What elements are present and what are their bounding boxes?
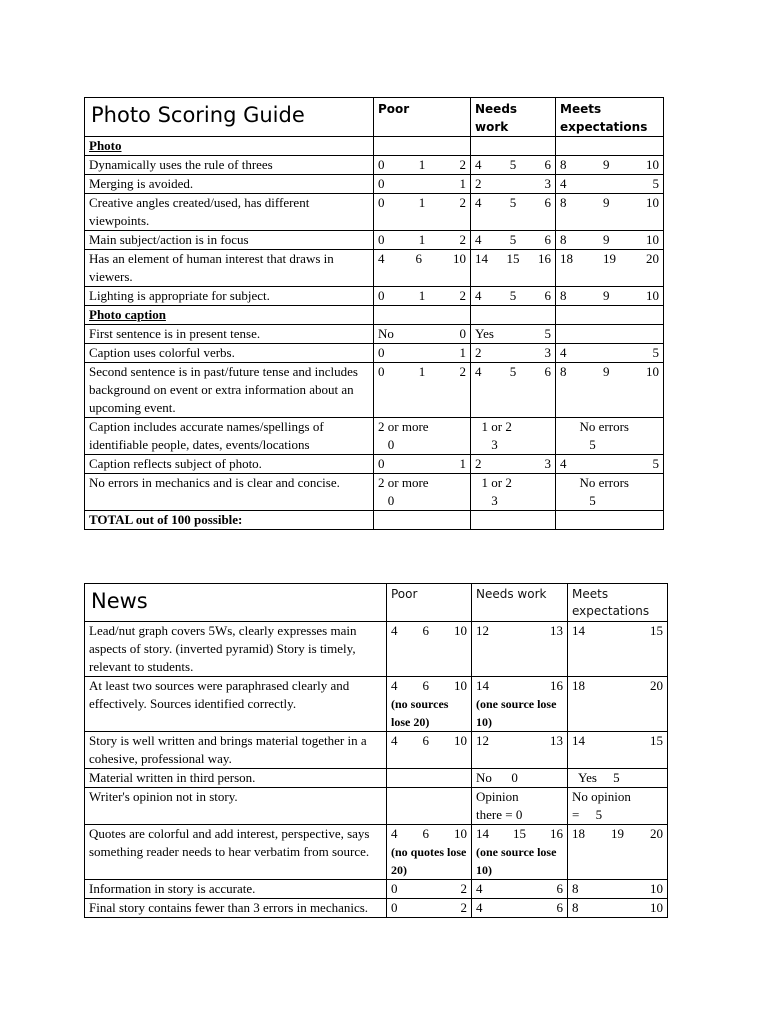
score-values bbox=[378, 287, 466, 305]
photo-rows bbox=[85, 156, 664, 306]
score-values bbox=[476, 622, 563, 640]
table-row bbox=[85, 287, 664, 306]
score-value: 6 bbox=[544, 288, 551, 303]
score-value: 9 bbox=[603, 288, 610, 303]
score-value: 4 bbox=[560, 345, 567, 360]
header-poor: Poor bbox=[374, 98, 471, 137]
poor-score bbox=[374, 344, 471, 363]
score-text: No errors 5 bbox=[579, 475, 629, 508]
criterion: First sentence is in present tense. bbox=[85, 325, 374, 344]
score-values bbox=[378, 231, 466, 249]
score-value: 1 bbox=[459, 456, 466, 471]
table-row bbox=[85, 474, 664, 511]
score-values bbox=[378, 175, 466, 193]
score-value: 0 bbox=[378, 232, 385, 247]
score-values bbox=[476, 732, 563, 750]
score-value: 10 bbox=[650, 900, 663, 915]
score-value: 6 bbox=[415, 251, 422, 266]
score-value: 18 bbox=[560, 251, 573, 266]
score-value: 6 bbox=[544, 232, 551, 247]
criterion: Caption uses colorful verbs. bbox=[85, 344, 374, 363]
section-photo: Photo bbox=[85, 137, 374, 156]
score-value: 1 bbox=[418, 157, 426, 172]
score-value: 4 bbox=[391, 826, 398, 841]
score-value: 15 bbox=[513, 826, 526, 841]
score-value: 8 bbox=[560, 288, 567, 303]
needs-work-score bbox=[472, 622, 568, 677]
score-values bbox=[378, 194, 466, 212]
total-label: TOTAL out of 100 possible: bbox=[85, 511, 374, 530]
score-value: 14 bbox=[476, 678, 489, 693]
score-value: 1 bbox=[418, 195, 426, 210]
score-value: No bbox=[378, 326, 394, 341]
score-value: 2 bbox=[475, 345, 482, 360]
needs-work-score bbox=[471, 231, 556, 250]
score-value: 4 bbox=[391, 623, 398, 638]
poor-score bbox=[374, 474, 471, 511]
score-value: 10 bbox=[454, 678, 467, 693]
score-value: 5 bbox=[509, 288, 517, 303]
score-values bbox=[572, 732, 663, 750]
score-value: 12 bbox=[476, 623, 489, 638]
needs-work-score bbox=[471, 455, 556, 474]
needs-work-score bbox=[471, 194, 556, 231]
news-title: News bbox=[85, 584, 387, 622]
meets-score bbox=[556, 474, 664, 511]
score-value: 6 bbox=[544, 157, 551, 172]
meets-score bbox=[556, 250, 664, 287]
score-values bbox=[378, 455, 466, 473]
criterion: Merging is avoided. bbox=[85, 175, 374, 194]
criterion: Quotes are colorful and add interest, perspective, says something reader needs to hear verbatim from source. bbox=[85, 825, 387, 880]
table-row bbox=[85, 622, 668, 677]
score-values bbox=[476, 825, 563, 843]
poor-score bbox=[374, 363, 471, 418]
score-value: 8 bbox=[560, 195, 567, 210]
score-values bbox=[391, 677, 467, 695]
score-values bbox=[560, 344, 659, 362]
score-value: 4 bbox=[560, 456, 567, 471]
score-value: 9 bbox=[603, 364, 610, 379]
score-values bbox=[572, 622, 663, 640]
criterion: Final story contains fewer than 3 errors in mechanics. bbox=[85, 899, 387, 918]
score-value: 14 bbox=[476, 826, 489, 841]
score-value: 10 bbox=[454, 733, 467, 748]
score-values bbox=[391, 825, 467, 843]
score-values bbox=[560, 175, 659, 193]
score-value: 19 bbox=[603, 251, 616, 266]
poor-score bbox=[374, 175, 471, 194]
criterion: Writer's opinion not in story. bbox=[85, 788, 387, 825]
score-value: 10 bbox=[646, 195, 659, 210]
score-values bbox=[476, 880, 563, 898]
criterion: At least two sources were paraphrased clearly and effectively. Sources identified correctly. bbox=[85, 677, 387, 732]
photo-title: Photo Scoring Guide bbox=[85, 98, 374, 137]
score-values bbox=[475, 287, 551, 305]
score-value: 8 bbox=[560, 364, 567, 379]
poor-score bbox=[374, 250, 471, 287]
criterion: Caption reflects subject of photo. bbox=[85, 455, 374, 474]
score-value: 0 bbox=[391, 900, 398, 915]
meets-score bbox=[568, 899, 668, 918]
score-value: 6 bbox=[422, 678, 429, 693]
score-value: 2 bbox=[460, 881, 467, 896]
score-value: 20 bbox=[650, 826, 663, 841]
score-value: 20 bbox=[646, 251, 659, 266]
news-rows bbox=[85, 622, 668, 918]
poor-score bbox=[374, 455, 471, 474]
meets-score bbox=[556, 363, 664, 418]
score-values bbox=[560, 194, 659, 212]
score-value: 0 bbox=[378, 195, 385, 210]
score-value: 5 bbox=[652, 176, 659, 191]
score-values bbox=[378, 156, 466, 174]
meets-score bbox=[556, 344, 664, 363]
score-value: 6 bbox=[422, 733, 429, 748]
score-value: 2 bbox=[475, 456, 482, 471]
score-text: 1 or 2 3 bbox=[481, 419, 512, 452]
poor-score bbox=[387, 622, 472, 677]
score-value: 12 bbox=[476, 733, 489, 748]
score-value: 10 bbox=[454, 623, 467, 638]
score-value: 16 bbox=[550, 678, 563, 693]
photo-scoring-table bbox=[84, 97, 664, 530]
score-value: 4 bbox=[391, 733, 398, 748]
score-values bbox=[560, 363, 659, 381]
poor-score bbox=[387, 788, 472, 825]
table-row bbox=[85, 418, 664, 455]
table-row bbox=[85, 325, 664, 344]
score-value: 4 bbox=[475, 195, 482, 210]
score-values bbox=[391, 899, 467, 917]
score-value: 0 bbox=[378, 176, 385, 191]
score-value: 10 bbox=[650, 881, 663, 896]
score-values bbox=[378, 325, 466, 343]
score-values bbox=[560, 231, 659, 249]
score-value: 0 bbox=[378, 345, 385, 360]
needs-work-score bbox=[471, 325, 556, 344]
score-value: 4 bbox=[560, 176, 567, 191]
score-text: No opinion = 5 bbox=[572, 789, 631, 822]
meets-score bbox=[556, 231, 664, 250]
poor-score bbox=[387, 825, 472, 880]
criterion: Main subject/action is in focus bbox=[85, 231, 374, 250]
score-text: Yes 5 bbox=[572, 770, 620, 785]
score-value: 4 bbox=[476, 881, 483, 896]
criterion: Lighting is appropriate for subject. bbox=[85, 287, 374, 306]
score-value: 1 bbox=[459, 176, 466, 191]
news-header-needs-work: Needs work bbox=[472, 584, 568, 622]
score-values bbox=[378, 250, 466, 268]
meets-score bbox=[568, 825, 668, 880]
needs-work-score bbox=[472, 899, 568, 918]
meets-score bbox=[556, 455, 664, 474]
score-values bbox=[476, 899, 563, 917]
poor-score bbox=[374, 231, 471, 250]
score-value: 18 bbox=[572, 826, 585, 841]
score-values bbox=[475, 344, 551, 362]
score-value: 8 bbox=[572, 881, 579, 896]
score-value: 6 bbox=[556, 900, 563, 915]
score-value: 2 bbox=[459, 232, 466, 247]
meets-score bbox=[556, 287, 664, 306]
needs-work-score bbox=[471, 175, 556, 194]
score-value: 13 bbox=[550, 733, 563, 748]
meets-score bbox=[556, 418, 664, 455]
caption-rows bbox=[85, 325, 664, 511]
score-values bbox=[475, 250, 551, 268]
score-value: 1 bbox=[418, 288, 426, 303]
score-value: 6 bbox=[544, 195, 551, 210]
score-values bbox=[476, 677, 563, 695]
meets-score bbox=[556, 156, 664, 175]
criterion: Has an element of human interest that draws in viewers. bbox=[85, 250, 374, 287]
score-value: 2 bbox=[459, 157, 466, 172]
score-values bbox=[572, 880, 663, 898]
needs-work-score bbox=[472, 732, 568, 769]
news-header-poor: Poor bbox=[387, 584, 472, 622]
score-values bbox=[475, 325, 551, 343]
score-values bbox=[572, 677, 663, 695]
poor-score bbox=[374, 194, 471, 231]
meets-score bbox=[568, 622, 668, 677]
table-row bbox=[85, 231, 664, 250]
meets-score bbox=[556, 194, 664, 231]
table-row bbox=[85, 194, 664, 231]
score-value: 16 bbox=[550, 826, 563, 841]
score-value: 10 bbox=[454, 826, 467, 841]
score-values bbox=[560, 455, 659, 473]
score-value: 10 bbox=[646, 288, 659, 303]
score-values bbox=[572, 825, 663, 843]
score-value: 0 bbox=[378, 456, 385, 471]
score-text: No 0 bbox=[476, 770, 518, 785]
criterion: Lead/nut graph covers 5Ws, clearly expresses main aspects of story. (inverted pyramid) Story is timely, relevant to students. bbox=[85, 622, 387, 677]
score-value: 2 bbox=[459, 364, 466, 379]
score-text: Opinion there = 0 bbox=[476, 789, 523, 822]
score-value: 2 bbox=[475, 176, 482, 191]
table-row bbox=[85, 825, 668, 880]
header-meets-expectations: Meets expectations bbox=[556, 98, 664, 137]
score-note: (one source lose 10) bbox=[476, 697, 557, 729]
score-value: 0 bbox=[378, 288, 385, 303]
meets-score bbox=[568, 677, 668, 732]
score-value: 4 bbox=[475, 157, 482, 172]
score-value: 4 bbox=[475, 364, 482, 379]
score-value: 8 bbox=[572, 900, 579, 915]
news-scoring-table bbox=[84, 583, 668, 918]
table-row bbox=[85, 250, 664, 287]
meets-score bbox=[568, 788, 668, 825]
table-row bbox=[85, 156, 664, 175]
score-value: 3 bbox=[544, 456, 551, 471]
table-row bbox=[85, 732, 668, 769]
score-value: 6 bbox=[422, 826, 429, 841]
needs-work-score bbox=[471, 474, 556, 511]
score-value: 16 bbox=[538, 251, 551, 266]
poor-score bbox=[387, 880, 472, 899]
score-text: 2 or more 0 bbox=[378, 419, 429, 452]
score-value: 9 bbox=[603, 195, 610, 210]
needs-work-score bbox=[472, 880, 568, 899]
score-note: (no quotes lose 20) bbox=[391, 845, 467, 877]
score-values bbox=[475, 231, 551, 249]
table-row bbox=[85, 880, 668, 899]
score-value: 5 bbox=[509, 195, 517, 210]
score-value: 4 bbox=[391, 678, 398, 693]
score-values bbox=[391, 622, 467, 640]
needs-work-score bbox=[471, 363, 556, 418]
score-value: 6 bbox=[544, 364, 551, 379]
score-values bbox=[378, 363, 466, 381]
table-row bbox=[85, 677, 668, 732]
score-value: 20 bbox=[650, 678, 663, 693]
score-values bbox=[475, 194, 551, 212]
score-value: 3 bbox=[544, 345, 551, 360]
needs-work-score bbox=[471, 156, 556, 175]
needs-work-score bbox=[471, 418, 556, 455]
score-value: Yes bbox=[475, 326, 494, 341]
score-value: 3 bbox=[544, 176, 551, 191]
poor-score bbox=[374, 325, 471, 344]
criterion: Second sentence is in past/future tense and includes background on event or extra information about an upcoming event. bbox=[85, 363, 374, 418]
score-values bbox=[560, 250, 659, 268]
score-note: (no sources lose 20) bbox=[391, 697, 449, 729]
needs-work-score bbox=[472, 825, 568, 880]
criterion: Creative angles created/used, has different viewpoints. bbox=[85, 194, 374, 231]
score-value: 10 bbox=[646, 232, 659, 247]
score-values bbox=[391, 880, 467, 898]
score-values bbox=[475, 363, 551, 381]
score-values bbox=[560, 156, 659, 174]
meets-score bbox=[568, 880, 668, 899]
poor-score bbox=[387, 677, 472, 732]
score-value: 0 bbox=[391, 881, 398, 896]
score-value: 9 bbox=[603, 157, 610, 172]
score-value: 15 bbox=[650, 733, 663, 748]
needs-work-score bbox=[471, 250, 556, 287]
table-row bbox=[85, 344, 664, 363]
needs-work-score bbox=[472, 788, 568, 825]
poor-score bbox=[387, 899, 472, 918]
needs-work-score bbox=[472, 677, 568, 732]
score-value: 2 bbox=[459, 195, 466, 210]
table-row bbox=[85, 788, 668, 825]
score-values bbox=[391, 732, 467, 750]
score-value: 8 bbox=[560, 157, 567, 172]
score-value: 2 bbox=[460, 900, 467, 915]
news-header-meets-expectations: Meets expectations bbox=[568, 584, 668, 622]
section-photo-caption: Photo caption bbox=[85, 306, 374, 325]
score-value: 14 bbox=[475, 251, 488, 266]
score-text: No errors 5 bbox=[579, 419, 629, 452]
needs-work-score bbox=[471, 344, 556, 363]
score-value: 2 bbox=[459, 288, 466, 303]
score-value: 1 bbox=[418, 232, 426, 247]
score-value: 5 bbox=[652, 345, 659, 360]
table-row bbox=[85, 175, 664, 194]
score-value: 18 bbox=[572, 678, 585, 693]
score-value: 5 bbox=[509, 364, 517, 379]
poor-score bbox=[387, 769, 472, 788]
needs-work-score bbox=[471, 287, 556, 306]
poor-score bbox=[374, 418, 471, 455]
score-value: 8 bbox=[560, 232, 567, 247]
table-row bbox=[85, 363, 664, 418]
score-value: 5 bbox=[544, 326, 551, 341]
score-value: 0 bbox=[459, 326, 466, 341]
score-text: 1 or 2 3 bbox=[481, 475, 512, 508]
score-value: 15 bbox=[506, 251, 520, 266]
score-value: 1 bbox=[459, 345, 466, 360]
score-value: 4 bbox=[476, 900, 483, 915]
score-value: 1 bbox=[418, 364, 426, 379]
score-text: 2 or more 0 bbox=[378, 475, 429, 508]
table-row bbox=[85, 899, 668, 918]
header-needs-work: Needs work bbox=[471, 98, 556, 137]
criterion: No errors in mechanics and is clear and concise. bbox=[85, 474, 374, 511]
table-row bbox=[85, 455, 664, 474]
score-value: 10 bbox=[646, 364, 659, 379]
score-value: 10 bbox=[646, 157, 659, 172]
score-values bbox=[475, 455, 551, 473]
score-value: 6 bbox=[422, 623, 429, 638]
table-row bbox=[85, 769, 668, 788]
score-value: 5 bbox=[652, 456, 659, 471]
score-values bbox=[475, 175, 551, 193]
poor-score bbox=[374, 287, 471, 306]
score-value: 15 bbox=[650, 623, 663, 638]
score-value: 6 bbox=[556, 881, 563, 896]
meets-score bbox=[568, 732, 668, 769]
score-values bbox=[560, 287, 659, 305]
score-value: 5 bbox=[509, 157, 517, 172]
criterion: Material written in third person. bbox=[85, 769, 387, 788]
poor-score bbox=[387, 732, 472, 769]
score-value: 5 bbox=[509, 232, 517, 247]
criterion: Caption includes accurate names/spellings of identifiable people, dates, events/locations bbox=[85, 418, 374, 455]
score-value: 10 bbox=[453, 251, 466, 266]
score-values bbox=[378, 344, 466, 362]
score-value: 19 bbox=[611, 826, 624, 841]
meets-score bbox=[556, 325, 664, 344]
score-note: (one source lose 10) bbox=[476, 845, 557, 877]
score-value: 4 bbox=[475, 288, 482, 303]
score-value: 0 bbox=[378, 157, 385, 172]
score-value: 0 bbox=[378, 364, 385, 379]
score-value: 13 bbox=[550, 623, 563, 638]
poor-score bbox=[374, 156, 471, 175]
score-values bbox=[572, 899, 663, 917]
score-value: 9 bbox=[603, 232, 610, 247]
criterion: Dynamically uses the rule of threes bbox=[85, 156, 374, 175]
score-value: 14 bbox=[572, 733, 585, 748]
score-value: 4 bbox=[475, 232, 482, 247]
criterion: Story is well written and brings material together in a cohesive, professional way. bbox=[85, 732, 387, 769]
meets-score bbox=[568, 769, 668, 788]
score-value: 14 bbox=[572, 623, 585, 638]
score-values bbox=[475, 156, 551, 174]
criterion: Information in story is accurate. bbox=[85, 880, 387, 899]
needs-work-score bbox=[472, 769, 568, 788]
score-value: 4 bbox=[378, 251, 385, 266]
meets-score bbox=[556, 175, 664, 194]
